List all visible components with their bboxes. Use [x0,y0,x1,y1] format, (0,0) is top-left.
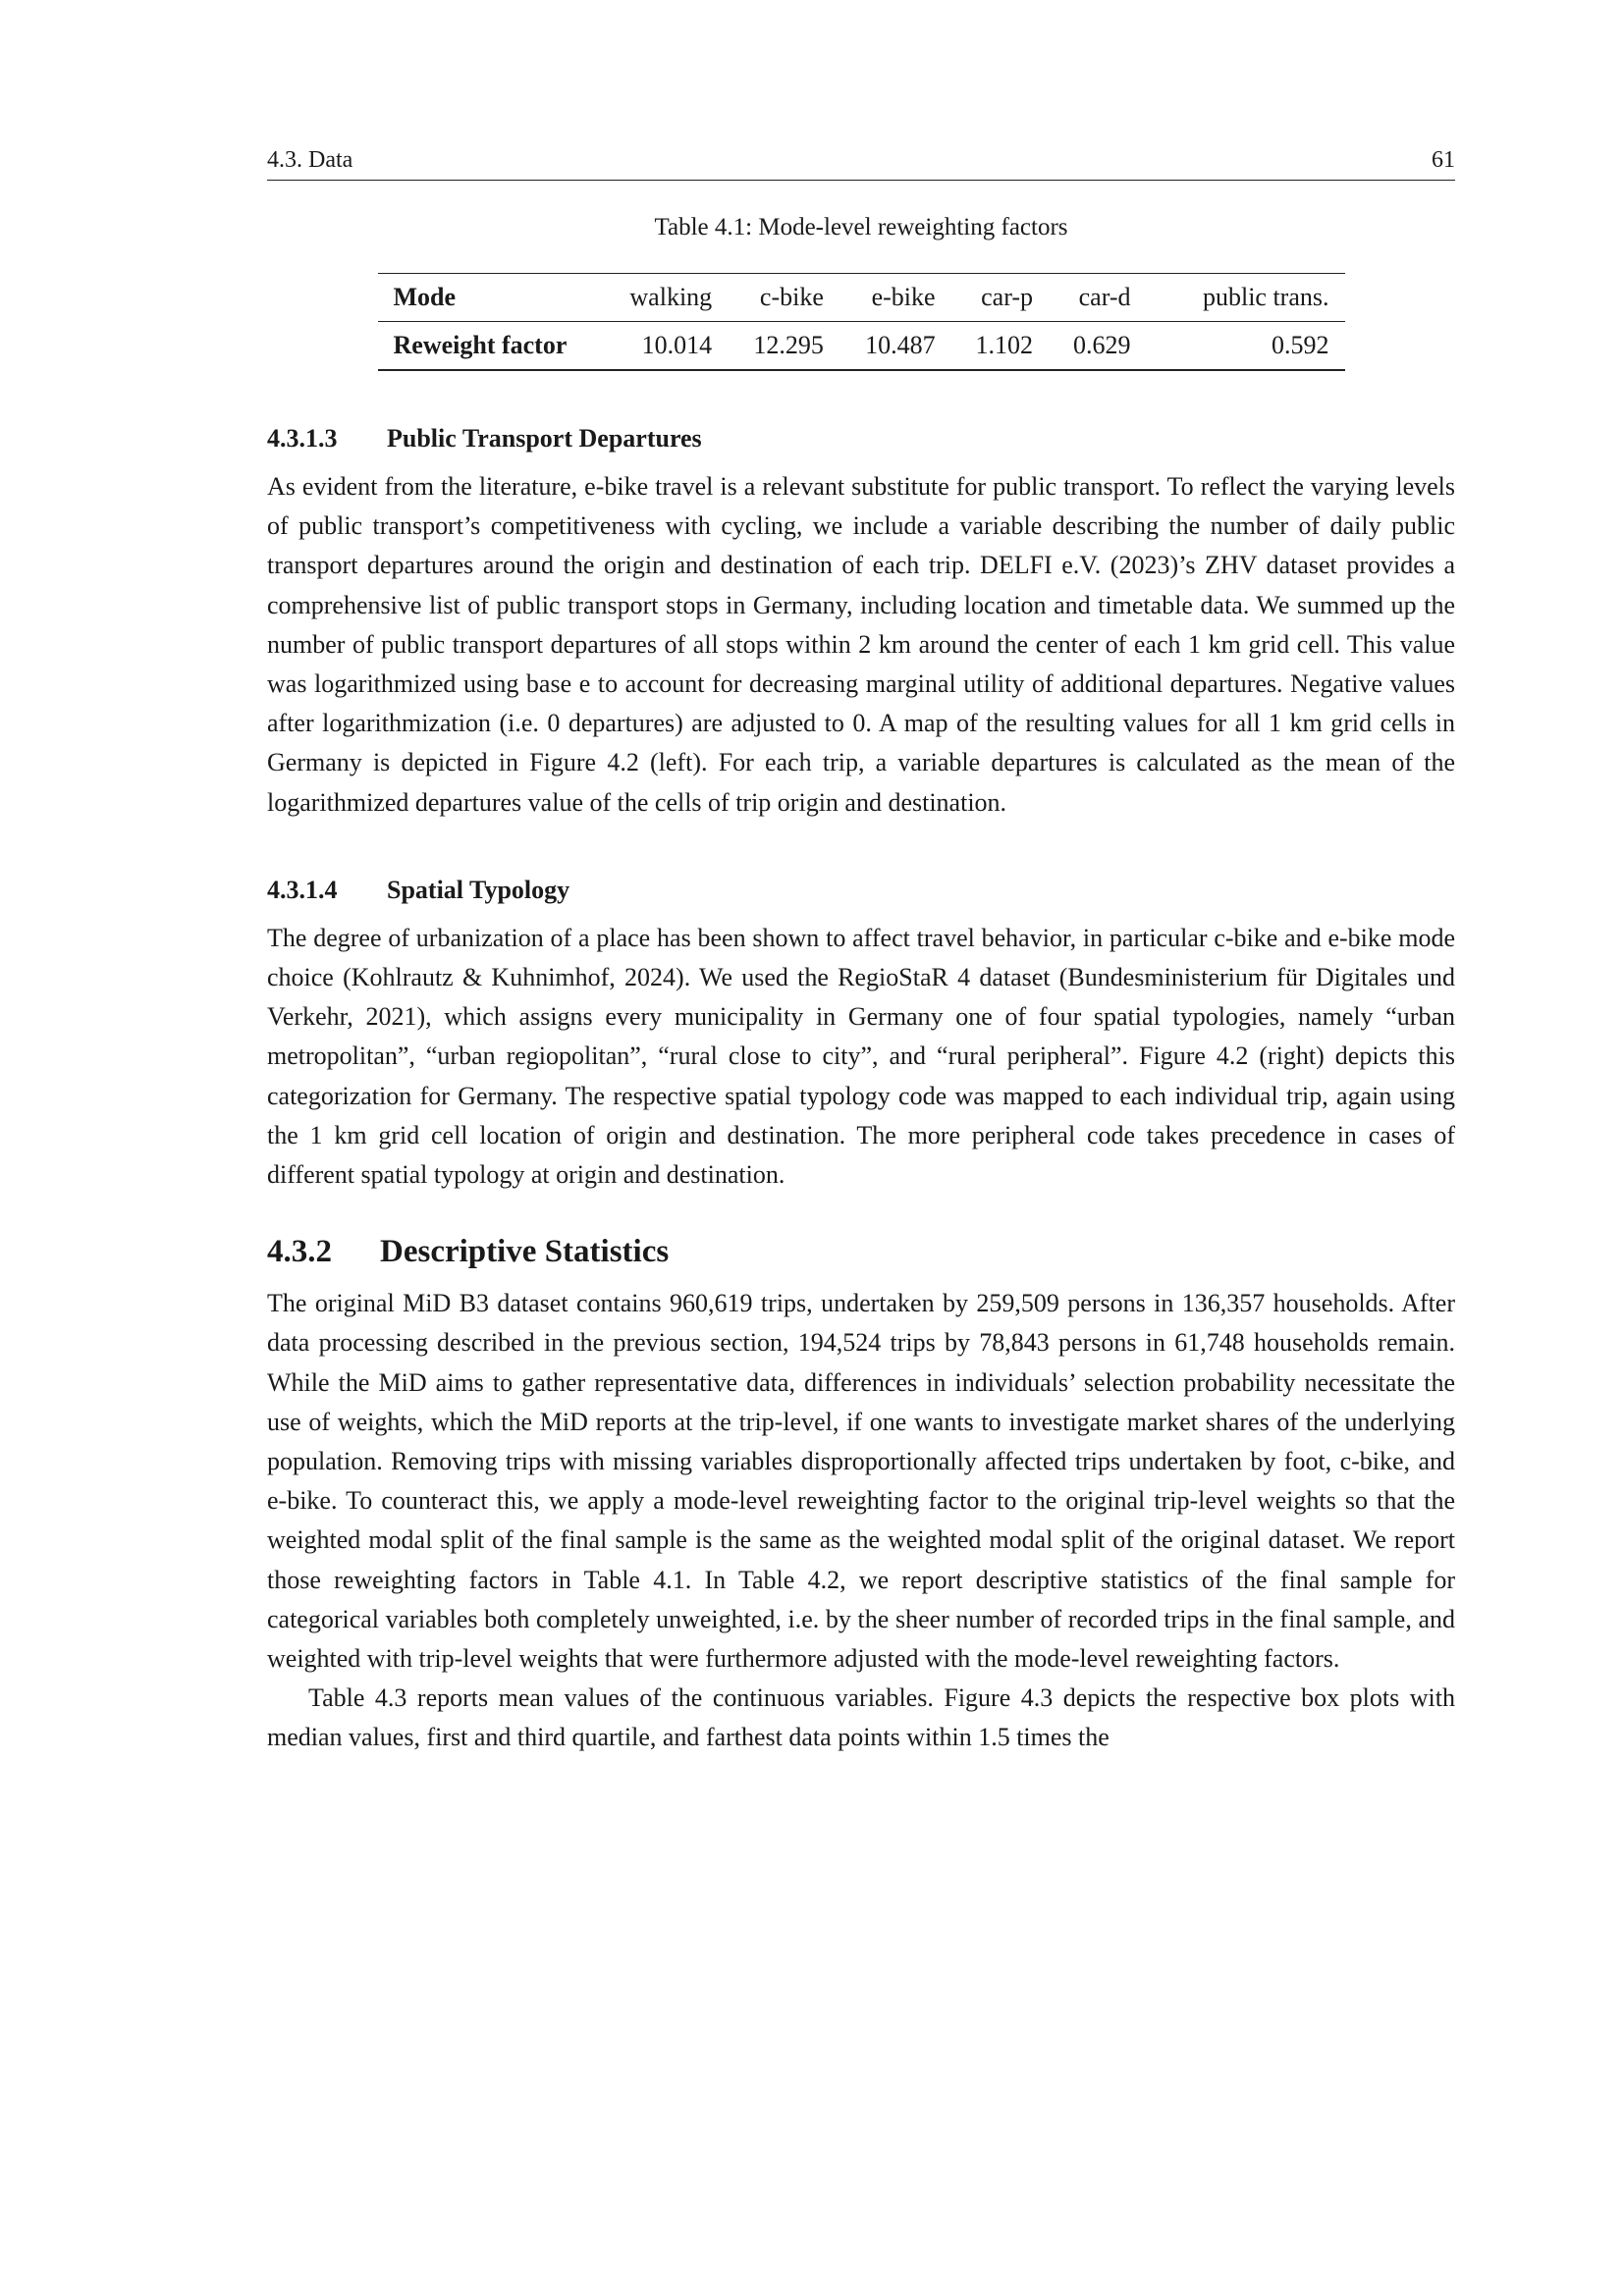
table-row-label: Reweight factor [393,331,568,359]
table-col-public-trans: public trans. [1202,283,1329,311]
section-heading-spatial-typology [267,876,1455,905]
table-col-e-bike: e-bike [871,283,936,311]
table-row [378,322,1345,371]
subsection-title: Descriptive Statistics [380,1234,670,1270]
subsection-number: 4.3.2 [267,1234,332,1270]
paragraph-descriptive-1: The original MiD B3 dataset contains 960,619 trips, undertaken by 259,509 persons in 136,357 households. After data processing described in the previous section, 194,524 trips by 78,843 persons in 61,748 households remain. While the MiD aims to gather representative data, differences in individuals’ selection probability necessitate the use of weights, which the MiD reports at the trip-level, if one wants to investigate market shares of the underlying population. Removing trips with missing variables disproportionally affected trips undertaken by foot, c-bike, and e-bike. To counteract this, we apply a mode-level reweighting factor to the original trip-level weights so that the weighted modal split of the final sample is the same as the weighted modal split of the original dataset. We report those reweighting factors in Table 4.1. In Table 4.2, we report descriptive statistics of the final sample for categorical variables both completely unweighted, i.e. by the sheer number of recorded trips in the final sample, and weighted with trip-level weights that were furthermore adjusted with the mode-level reweighting factors. [267,1289,1455,1674]
section-title: Spatial Typology [387,875,570,904]
page-number: 61 [1432,147,1455,173]
table-cell-car-p: 1.102 [975,331,1033,359]
running-head [267,147,1455,181]
section-heading-public-transport [267,424,1455,454]
section-number: 4.3.1.4 [267,875,338,904]
table-cell-car-d: 0.629 [1073,331,1131,359]
table-header-label: Mode [393,283,457,311]
page [267,147,1455,1758]
table-col-car-p: car-p [981,283,1033,311]
table-cell-c-bike: 12.295 [753,331,824,359]
table-caption: Table 4.1: Mode-level reweighting factors [654,214,1068,240]
table-cell-public-trans: 0.592 [1272,331,1329,359]
paragraph-spatial-typology: The degree of urbanization of a place has been shown to affect travel behavior, in particular c-bike and e-bike mode choice (Kohlrautz & Kuhnimhof, 2024). We used the RegioStaR 4 dataset (Bundesministerium für Digitales und Verkehr, 2021), which assigns every municipality in Germany one of four spatial typologies, namely “urban metropolitan”, “urban regiopolitan”, “rural close to city”, and “rural peripheral”. Figure 4.2 (right) depicts this categorization for Germany. The respective spatial typology code was mapped to each individual trip, again using the 1 km grid cell location of origin and destination. The more peripheral code takes precedence in cases of different spatial typology at origin and destination. [267,923,1455,1190]
table-cell-walking: 10.014 [641,331,713,359]
running-head-section: 4.3. Data [267,147,353,173]
table-cell-e-bike: 10.487 [865,331,936,359]
subsection-heading-descriptive-statistics [267,1234,1455,1270]
table-col-car-d: car-d [1078,283,1131,311]
table-header-row [378,274,1345,322]
paragraph-descriptive-2: Table 4.3 reports mean values of the continuous variables. Figure 4.3 depicts the respective box plots with median values, first and third quartile, and farthest data points within 1.5 times the [267,1683,1455,1752]
table-col-walking: walking [629,283,713,311]
reweight-table [378,273,1345,371]
section-title: Public Transport Departures [387,424,702,453]
table-col-c-bike: c-bike [759,283,824,311]
section-number: 4.3.1.3 [267,424,338,453]
paragraph-public-transport: As evident from the literature, e-bike travel is a relevant substitute for public transport. To reflect the varying levels of public transport’s competitiveness with cycling, we include a variable describing the number of daily public transport departures around the origin and destination of each trip. DELFI e.V. (2023)’s ZHV dataset provides a comprehensive list of public transport stops in Germany, including location and timetable data. We summed up the number of public transport departures of all stops within 2 km around the center of each 1 km grid cell. This value was logarithmized using base e to account for decreasing marginal utility of additional departures. Negative values after logarithmization (i.e. 0 departures) are adjusted to 0. A map of the resulting values for all 1 km grid cells in Germany is depicted in Figure 4.2 (left). For each trip, a variable departures is calculated as the mean of the logarithmized departures value of the cells of trip origin and destination. [267,472,1455,817]
